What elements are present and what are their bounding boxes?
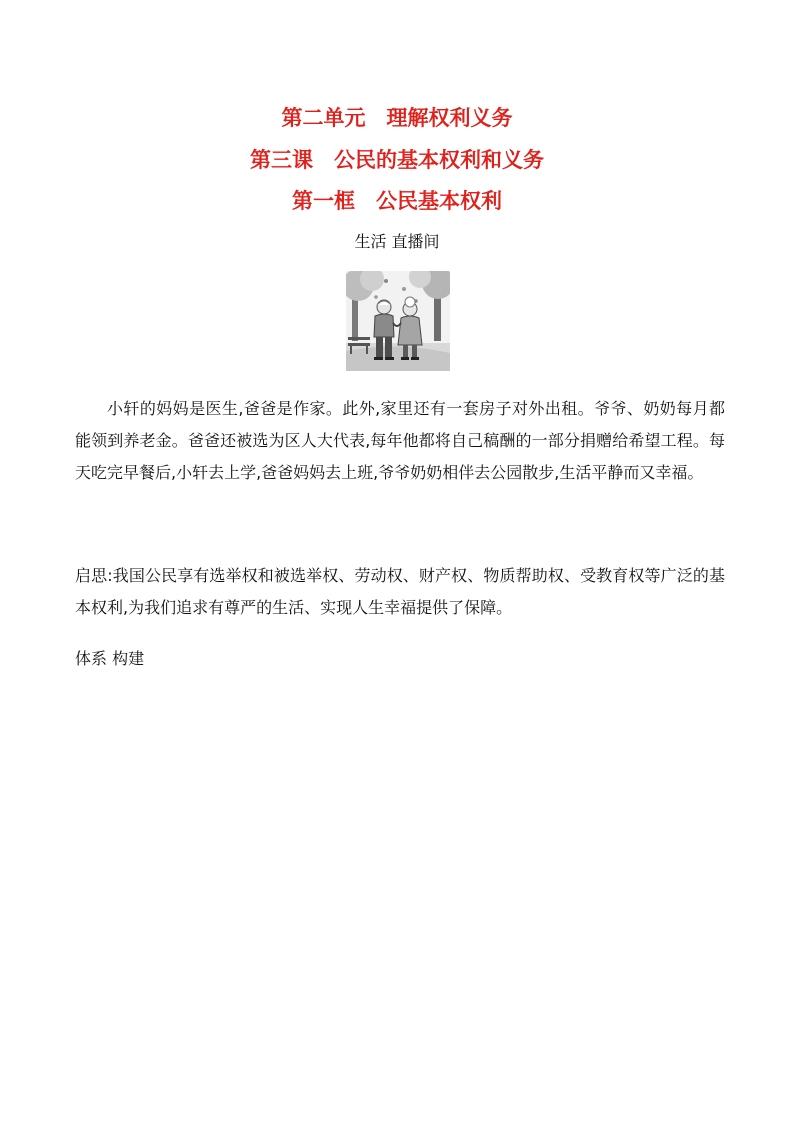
insight-paragraph: 启思:我国公民享有选举权和被选举权、劳动权、财产权、物质帮助权、受教育权等广泛的基本权利,为我们追求有尊严的生活、实现人生幸福提供了保障。 (75, 566, 725, 617)
section-title: 第一框 公民基本权利 (292, 189, 502, 213)
unit-title: 第二单元 理解权利义务 (281, 106, 513, 130)
structure-label: 体系 构建 (75, 649, 145, 668)
elderly-couple-walking-in-park-icon (346, 271, 450, 371)
story-paragraph: 小轩的妈妈是医生,爸爸是作家。此外,家里还有一套房子对外出租。爷爷、奶奶每月都能领到养老金。爸爸还被选为区人大代表,每年他都将自己稿酬的一部分捐赠给希望工程。每天吃完早餐后,小轩去上学,爸爸妈妈去上班,爷爷奶奶相伴去公园散步,生活平静而又幸福。 (75, 399, 725, 482)
live-section-label: 生活 直播间 (354, 232, 440, 251)
lesson-title: 第三课 公民的基本权利和义务 (250, 148, 544, 172)
